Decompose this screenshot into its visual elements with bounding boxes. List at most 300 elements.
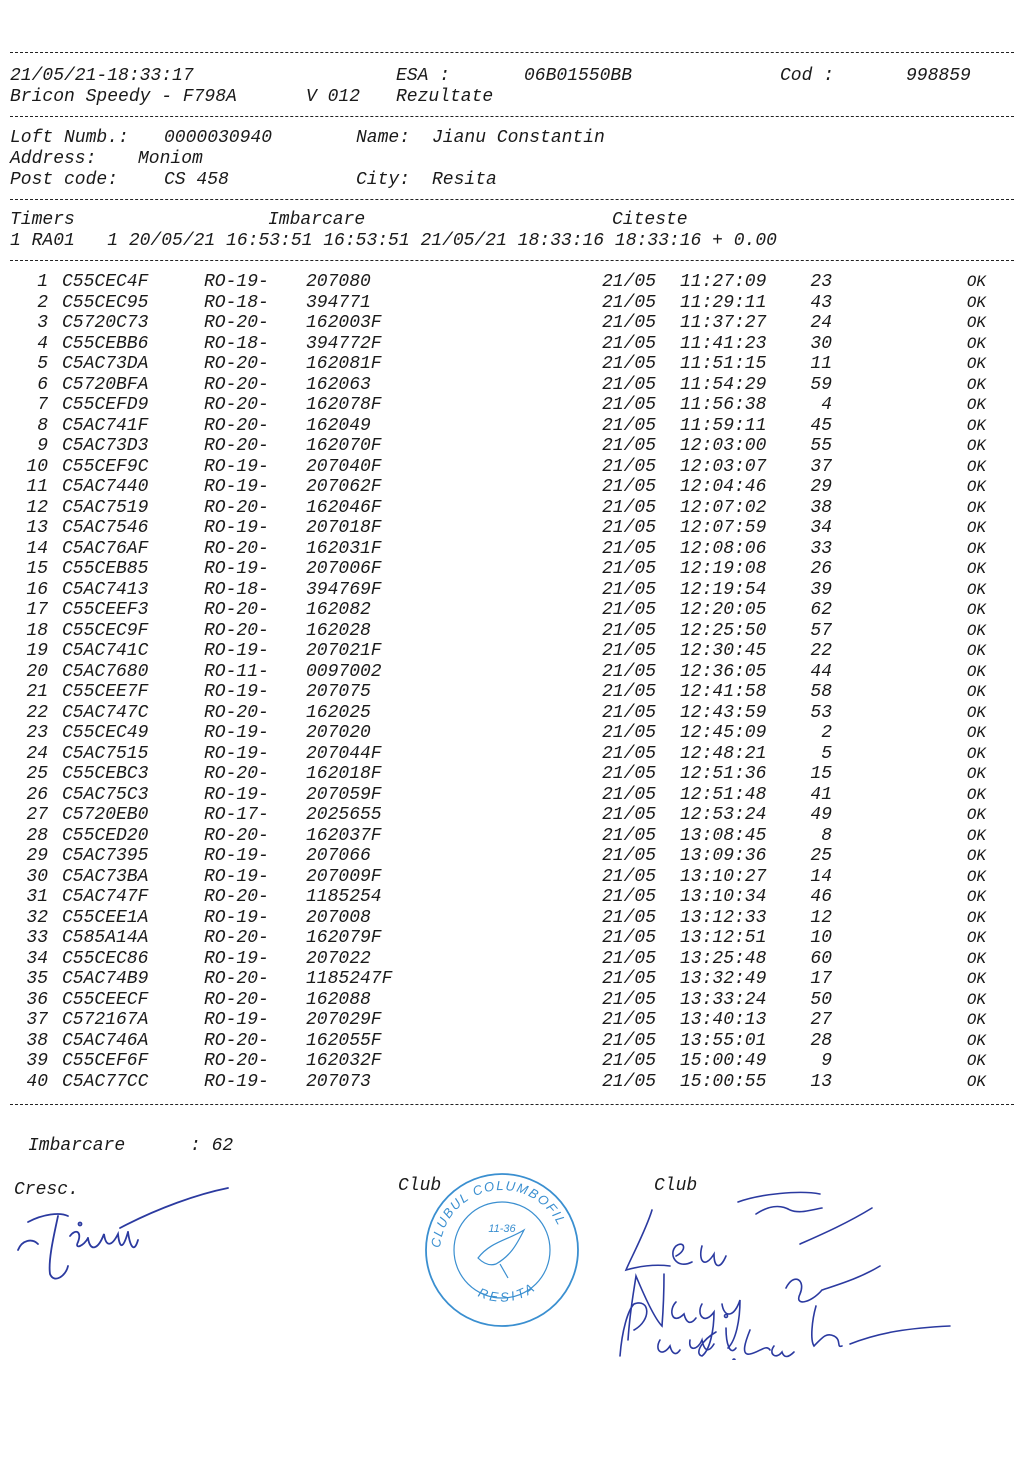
divider [10,52,1014,53]
row-index: 33 [26,928,48,948]
chip-id: C5AC741C [62,641,149,661]
ring-number: 207073 [306,1071,371,1092]
status: OK [966,806,986,824]
ring-prefix: RO-19- [204,846,269,866]
status: OK [966,314,986,332]
table-row [0,375,1024,396]
row-index: 13 [26,518,48,538]
chip-id: C55CEC95 [62,292,149,313]
table-row [0,313,1024,334]
chip-id: C55CEF9C [62,456,149,477]
ring-prefix: RO-20- [204,436,269,456]
position: 30 [810,333,832,354]
arrival-date: 21/05 [602,948,657,969]
arrival-date: 21/05 [602,887,657,907]
ring-prefix: RO-20- [204,969,269,989]
position: 22 [810,641,832,661]
cod-label: Cod : [780,66,835,86]
table-row [0,846,1024,867]
ring-prefix: RO-19- [204,456,269,477]
position: 60 [810,948,832,969]
citeste-header: Citeste [612,210,688,230]
svg-text:RESITA [476,1279,539,1305]
chip-id: C585A14A [62,928,149,948]
results-table [0,272,1024,1092]
position: 62 [810,600,832,620]
position: 49 [810,805,832,825]
chip-id: C55CEF6F [62,1051,149,1071]
position: 28 [810,1030,832,1051]
arrival-date: 21/05 [602,313,657,333]
status: OK [966,437,986,455]
row-index: 35 [26,969,48,989]
position: 26 [810,559,832,579]
ring-number: 162031F [306,538,382,559]
table-row [0,744,1024,765]
position: 29 [810,477,832,497]
chip-id: C572167A [62,1010,149,1030]
arrival-time: 13:33:24 [680,989,767,1010]
position: 43 [810,292,832,313]
ring-number: 207062F [306,477,382,497]
table-row [0,928,1024,949]
row-index: 14 [26,538,48,559]
chip-id: C55CEFD9 [62,395,149,415]
ring-number: 394771 [306,292,371,313]
chip-id: C5AC74B9 [62,969,149,989]
position: 11 [810,354,832,374]
table-row [0,498,1024,519]
arrival-date: 21/05 [602,846,657,866]
row-index: 29 [26,846,48,866]
chip-id: C5AC747F [62,887,149,907]
position: 34 [810,518,832,538]
row-index: 4 [37,333,48,354]
arrival-time: 12:30:45 [680,641,767,661]
ring-prefix: RO-18- [204,333,269,354]
ring-prefix: RO-20- [204,887,269,907]
arrival-time: 13:10:27 [680,866,767,887]
ring-number: 394769F [306,579,382,600]
table-row [0,600,1024,621]
position: 41 [810,784,832,805]
divider [10,116,1014,117]
arrival-time: 13:40:13 [680,1010,767,1030]
position: 8 [821,825,832,846]
ring-prefix: RO-19- [204,784,269,805]
status: OK [966,724,986,742]
arrival-date: 21/05 [602,866,657,887]
arrival-time: 12:07:59 [680,518,767,538]
ring-prefix: RO-19- [204,518,269,538]
arrival-date: 21/05 [602,1030,657,1051]
position: 9 [821,1051,832,1071]
table-row [0,518,1024,539]
arrival-date: 21/05 [602,825,657,846]
table-row [0,682,1024,703]
post-code-label: Post code: [10,170,119,190]
row-index: 23 [26,723,48,743]
row-index: 17 [26,600,48,620]
ring-prefix: RO-19- [204,682,269,702]
status: OK [966,334,986,353]
ring-prefix: RO-19- [204,1071,269,1092]
position: 13 [810,1071,832,1092]
arrival-time: 13:08:45 [680,825,767,846]
position: 25 [810,846,832,866]
table-row [0,723,1024,744]
ring-number: 207066 [306,846,371,866]
ring-number: 162025 [306,702,371,723]
table-row [0,621,1024,642]
position: 39 [810,579,832,600]
post-code-value: CS 458 [164,170,229,190]
table-row [0,805,1024,826]
club-label-1: Club [398,1176,442,1196]
arrival-time: 13:32:49 [680,969,767,989]
arrival-time: 13:09:36 [680,846,767,866]
table-row [0,703,1024,724]
status: OK [966,519,986,537]
status: OK [966,703,986,722]
arrival-date: 21/05 [602,272,657,292]
ring-number: 162088 [306,989,371,1010]
table-row [0,436,1024,457]
table-row [0,416,1024,437]
arrival-date: 21/05 [602,415,657,436]
status: OK [966,929,986,947]
arrival-time: 12:45:09 [680,723,767,743]
club-label-2: Club [654,1176,698,1196]
status: OK [966,826,986,845]
ring-number: 162032F [306,1051,382,1071]
arrival-time: 12:53:24 [680,805,767,825]
table-row [0,272,1024,293]
chip-id: C55CED20 [62,825,149,846]
table-row [0,477,1024,498]
arrival-time: 11:29:11 [680,292,767,313]
status: OK [966,621,986,640]
arrival-date: 21/05 [602,907,657,928]
row-index: 9 [37,436,48,456]
arrival-date: 21/05 [602,518,657,538]
table-row [0,785,1024,806]
status: OK [966,990,986,1009]
chip-id: C5720BFA [62,374,149,395]
arrival-date: 21/05 [602,1071,657,1092]
status: OK [966,601,986,619]
arrival-time: 13:10:34 [680,887,767,907]
position: 50 [810,989,832,1010]
arrival-time: 11:37:27 [680,313,767,333]
arrival-time: 12:03:00 [680,436,767,456]
city-label: City: [356,170,411,190]
ring-number: 162003F [306,313,382,333]
ring-number: 207018F [306,518,382,538]
ring-number: 162070F [306,436,382,456]
loft-number-value: 0000030940 [164,128,273,148]
ring-number: 2025655 [306,805,382,825]
esa-label: ESA : [396,66,451,86]
arrival-time: 12:08:06 [680,538,767,559]
arrival-time: 12:04:46 [680,477,767,497]
row-index: 21 [26,682,48,702]
position: 5 [821,743,832,764]
ring-number: 207075 [306,682,371,702]
arrival-time: 13:55:01 [680,1030,767,1051]
position: 57 [810,620,832,641]
table-row [0,539,1024,560]
row-index: 3 [37,313,48,333]
position: 2 [821,723,832,743]
table-row [0,908,1024,929]
position: 24 [810,313,832,333]
position: 17 [810,969,832,989]
arrival-time: 12:03:07 [680,456,767,477]
table-row [0,334,1024,355]
table-row [0,559,1024,580]
arrival-time: 11:59:11 [680,415,767,436]
ring-number: 162081F [306,354,382,374]
ring-prefix: RO-20- [204,1030,269,1051]
position: 33 [810,538,832,559]
arrival-time: 12:07:02 [680,497,767,518]
arrival-date: 21/05 [602,333,657,354]
ring-number: 162046F [306,497,382,518]
status: OK [966,478,986,496]
ring-prefix: RO-19- [204,948,269,969]
position: 46 [810,887,832,907]
ring-prefix: RO-20- [204,825,269,846]
position: 10 [810,928,832,948]
table-row [0,457,1024,478]
cod-value: 998859 [906,66,971,86]
arrival-time: 12:36:05 [680,661,767,682]
ring-prefix: RO-19- [204,272,269,292]
arrival-date: 21/05 [602,477,657,497]
arrival-time: 12:19:08 [680,559,767,579]
ring-prefix: RO-18- [204,579,269,600]
arrival-date: 21/05 [602,743,657,764]
position: 27 [810,1010,832,1030]
ring-prefix: RO-19- [204,477,269,497]
status: OK [966,683,986,701]
row-index: 8 [37,415,48,436]
ring-number: 207044F [306,743,382,764]
ring-prefix: RO-20- [204,313,269,333]
status: OK [966,744,986,763]
imbarcare-total-value: : 62 [190,1136,234,1156]
ring-number: 162078F [306,395,382,415]
table-row [0,867,1024,888]
chip-id: C5AC7440 [62,477,149,497]
status: OK [966,785,986,804]
ring-prefix: RO-18- [204,292,269,313]
arrival-date: 21/05 [602,538,657,559]
status: OK [966,273,986,291]
table-row [0,395,1024,416]
imbarcare-total-label: Imbarcare [28,1136,126,1156]
name-value: Jianu Constantin [432,128,605,148]
position: 37 [810,456,832,477]
arrival-date: 21/05 [602,559,657,579]
arrival-time: 11:56:38 [680,395,767,415]
status: OK [966,847,986,865]
position: 45 [810,415,832,436]
row-index: 15 [26,559,48,579]
status: OK [966,1031,986,1050]
ring-prefix: RO-20- [204,928,269,948]
arrival-time: 12:19:54 [680,579,767,600]
arrival-time: 11:27:09 [680,272,767,292]
ring-number: 162063 [306,374,371,395]
print-datetime: 21/05/21-18:33:17 [10,66,194,86]
chip-id: C5AC7546 [62,518,149,538]
chip-id: C5AC7515 [62,743,149,764]
timers-label: Timers [10,210,75,230]
table-row [0,1010,1024,1031]
stamp-bottom-text: RESITA [476,1278,540,1305]
loft-number-label: Loft Numb.: [10,128,129,148]
address-label: Address: [10,149,97,169]
row-index: 2 [37,292,48,313]
row-index: 18 [26,620,48,641]
ring-prefix: RO-20- [204,497,269,518]
arrival-time: 11:54:29 [680,374,767,395]
ring-number: 207040F [306,456,382,477]
arrival-date: 21/05 [602,436,657,456]
ring-number: 1185254 [306,887,382,907]
ring-number: 207021F [306,641,382,661]
ring-prefix: RO-19- [204,641,269,661]
table-row [0,990,1024,1011]
arrival-time: 13:12:51 [680,928,767,948]
esa-value: 06B01550BB [524,66,633,86]
chip-id: C55CEECF [62,989,149,1010]
arrival-date: 21/05 [602,600,657,620]
row-index: 6 [37,374,48,395]
row-index: 1 [37,272,48,292]
ring-number: 207059F [306,784,382,805]
breeder-label: Cresc. [14,1180,79,1200]
arrival-date: 21/05 [602,292,657,313]
document-title: Rezultate [396,87,494,107]
divider [10,199,1014,200]
chip-id: C55CEB85 [62,559,149,579]
ring-prefix: RO-20- [204,600,269,620]
ring-prefix: RO-20- [204,702,269,723]
ring-number: 207006F [306,559,382,579]
table-row [0,293,1024,314]
row-index: 25 [26,764,48,784]
ring-number: 1185247F [306,969,393,989]
table-row [0,1072,1024,1093]
row-index: 38 [26,1030,48,1051]
status: OK [966,970,986,988]
ring-prefix: RO-20- [204,415,269,436]
table-row [0,354,1024,375]
breeder-signature [8,1180,238,1290]
position: 58 [810,682,832,702]
chip-id: C5AC746A [62,1030,149,1051]
chip-id: C5AC741F [62,415,149,436]
status: OK [966,949,986,968]
chip-id: C5AC73D3 [62,436,149,456]
row-index: 37 [26,1010,48,1030]
ring-number: 394772F [306,333,382,354]
arrival-date: 21/05 [602,1051,657,1071]
ring-prefix: RO-20- [204,354,269,374]
arrival-date: 21/05 [602,395,657,415]
ring-prefix: RO-19- [204,907,269,928]
arrival-time: 12:51:36 [680,764,767,784]
arrival-date: 21/05 [602,702,657,723]
ring-number: 162028 [306,620,371,641]
ring-number: 162079F [306,928,382,948]
arrival-time: 11:51:15 [680,354,767,374]
imbarcare-header: Imbarcare [268,210,366,230]
chip-id: C55CEC9F [62,620,149,641]
chip-id: C5AC7413 [62,579,149,600]
position: 23 [810,272,832,292]
chip-id: C5720EB0 [62,805,149,825]
status: OK [966,1072,986,1091]
row-index: 26 [26,784,48,805]
arrival-date: 21/05 [602,723,657,743]
status: OK [966,457,986,476]
arrival-time: 15:00:49 [680,1051,767,1071]
ring-number: 207022 [306,948,371,969]
city-value: Resita [432,170,497,190]
arrival-time: 12:20:05 [680,600,767,620]
status: OK [966,765,986,783]
arrival-time: 13:25:48 [680,948,767,969]
chip-id: C5AC76AF [62,538,149,559]
ring-number: 207029F [306,1010,382,1030]
ring-number: 162049 [306,415,371,436]
row-index: 10 [26,456,48,477]
position: 44 [810,661,832,682]
ring-number: 0097002 [306,661,382,682]
divider [10,260,1014,261]
status: OK [966,498,986,517]
arrival-date: 21/05 [602,354,657,374]
row-index: 24 [26,743,48,764]
ring-number: 207080 [306,272,371,292]
row-index: 31 [26,887,48,907]
row-index: 19 [26,641,48,661]
arrival-time: 12:51:48 [680,784,767,805]
status: OK [966,867,986,886]
ring-number: 162055F [306,1030,382,1051]
table-row [0,969,1024,990]
row-index: 20 [26,661,48,682]
table-row [0,1031,1024,1052]
arrival-date: 21/05 [602,784,657,805]
arrival-time: 11:41:23 [680,333,767,354]
row-index: 34 [26,948,48,969]
chip-id: C55CEEF3 [62,600,149,620]
position: 15 [810,764,832,784]
table-row [0,826,1024,847]
table-row [0,641,1024,662]
status: OK [966,539,986,558]
arrival-date: 21/05 [602,805,657,825]
ring-prefix: RO-11- [204,661,269,682]
row-index: 22 [26,702,48,723]
chip-id: C5AC77CC [62,1071,149,1092]
status: OK [966,396,986,414]
